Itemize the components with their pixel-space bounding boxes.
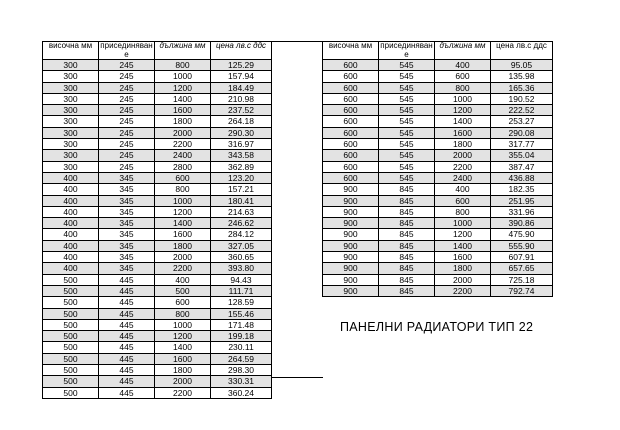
header-height: височна мм <box>323 42 379 60</box>
table-row <box>43 71 272 82</box>
cell-price: 222.52 <box>491 105 553 116</box>
cell-connection: 445 <box>99 387 155 398</box>
table-row <box>323 195 553 206</box>
cell-connection: 845 <box>379 252 435 263</box>
cell-price: 253.27 <box>491 116 553 127</box>
cell-length: 400 <box>435 184 491 195</box>
cell-length: 1800 <box>435 263 491 274</box>
table-row <box>43 139 272 150</box>
table-row <box>323 184 553 195</box>
cell-connection: 445 <box>99 285 155 296</box>
cell-height: 300 <box>43 105 99 116</box>
cell-price: 657.65 <box>491 263 553 274</box>
cell-connection: 545 <box>379 116 435 127</box>
cell-price: 190.52 <box>491 93 553 104</box>
cell-price: 184.49 <box>211 82 272 93</box>
cell-length: 600 <box>155 297 211 308</box>
table-row <box>43 297 272 308</box>
cell-connection: 845 <box>379 206 435 217</box>
cell-connection: 245 <box>99 60 155 71</box>
cell-height: 300 <box>43 161 99 172</box>
cell-height: 600 <box>323 116 379 127</box>
header-length: дължина мм <box>155 42 211 60</box>
cell-price: 343.58 <box>211 150 272 161</box>
cell-height: 500 <box>43 365 99 376</box>
cell-length: 1000 <box>155 319 211 330</box>
cell-connection: 345 <box>99 195 155 206</box>
cell-height: 600 <box>323 172 379 183</box>
cell-height: 400 <box>43 206 99 217</box>
cell-price: 360.65 <box>211 252 272 263</box>
cell-length: 1800 <box>435 139 491 150</box>
cell-price: 264.18 <box>211 116 272 127</box>
cell-height: 600 <box>323 139 379 150</box>
cell-length: 800 <box>155 60 211 71</box>
cell-price: 199.18 <box>211 331 272 342</box>
cell-height: 500 <box>43 353 99 364</box>
cell-connection: 545 <box>379 127 435 138</box>
cell-connection: 245 <box>99 139 155 150</box>
table-row <box>43 376 272 387</box>
cell-length: 800 <box>155 308 211 319</box>
cell-price: 237.52 <box>211 105 272 116</box>
cell-length: 2200 <box>435 285 491 296</box>
cell-height: 400 <box>43 195 99 206</box>
cell-length: 1600 <box>155 105 211 116</box>
cell-height: 400 <box>43 172 99 183</box>
table-row <box>323 105 553 116</box>
cell-connection: 545 <box>379 82 435 93</box>
cell-price: 165.36 <box>491 82 553 93</box>
cell-length: 2400 <box>155 150 211 161</box>
cell-height: 300 <box>43 150 99 161</box>
cell-connection: 845 <box>379 240 435 251</box>
table-header-row <box>323 42 553 60</box>
table-row <box>43 127 272 138</box>
table-row <box>43 60 272 71</box>
cell-price: 475.90 <box>491 229 553 240</box>
cell-price: 95.05 <box>491 60 553 71</box>
price-table-left <box>42 41 272 399</box>
cell-price: 792.74 <box>491 285 553 296</box>
cell-length: 2800 <box>155 161 211 172</box>
table-body-right <box>323 60 553 297</box>
cell-price: 111.71 <box>211 285 272 296</box>
cell-price: 94.43 <box>211 274 272 285</box>
cell-height: 400 <box>43 252 99 263</box>
cell-connection: 345 <box>99 218 155 229</box>
cell-length: 2000 <box>435 150 491 161</box>
table-body-left <box>43 60 272 399</box>
table-row <box>323 139 553 150</box>
cell-height: 500 <box>43 308 99 319</box>
cell-connection: 445 <box>99 331 155 342</box>
cell-price: 387.47 <box>491 161 553 172</box>
cell-height: 900 <box>323 206 379 217</box>
cell-length: 1200 <box>435 229 491 240</box>
cell-connection: 545 <box>379 105 435 116</box>
cell-height: 600 <box>323 60 379 71</box>
header-connection: присединяван е <box>100 41 153 59</box>
cell-connection: 545 <box>379 71 435 82</box>
cell-connection: 545 <box>379 150 435 161</box>
table-row <box>43 342 272 353</box>
cell-connection: 845 <box>379 218 435 229</box>
table-row <box>43 331 272 342</box>
cell-length: 1600 <box>155 353 211 364</box>
bottom-extension-line <box>271 377 323 378</box>
cell-height: 400 <box>43 240 99 251</box>
table-row <box>43 263 272 274</box>
cell-height: 300 <box>43 139 99 150</box>
table-row <box>323 71 553 82</box>
table-row <box>43 195 272 206</box>
cell-price: 214.63 <box>211 206 272 217</box>
cell-price: 246.62 <box>211 218 272 229</box>
cell-connection: 445 <box>99 274 155 285</box>
cell-height: 300 <box>43 127 99 138</box>
cell-length: 1600 <box>155 229 211 240</box>
cell-price: 355.04 <box>491 150 553 161</box>
cell-length: 1200 <box>435 105 491 116</box>
cell-price: 155.46 <box>211 308 272 319</box>
cell-height: 300 <box>43 60 99 71</box>
cell-length: 1200 <box>155 331 211 342</box>
cell-connection: 245 <box>99 116 155 127</box>
cell-height: 900 <box>323 285 379 296</box>
cell-price: 607.91 <box>491 252 553 263</box>
cell-height: 400 <box>43 263 99 274</box>
cell-height: 500 <box>43 376 99 387</box>
cell-price: 180.41 <box>211 195 272 206</box>
cell-height: 600 <box>323 93 379 104</box>
cell-height: 500 <box>43 319 99 330</box>
cell-price: 123.20 <box>211 172 272 183</box>
table-header-row <box>43 42 272 60</box>
cell-price: 317.77 <box>491 139 553 150</box>
header-gap-divider <box>271 41 272 59</box>
header-height: височна мм <box>43 42 99 60</box>
table-row <box>323 161 553 172</box>
cell-height: 600 <box>323 150 379 161</box>
cell-price: 393.80 <box>211 263 272 274</box>
cell-connection: 345 <box>99 229 155 240</box>
cell-connection: 445 <box>99 319 155 330</box>
cell-connection: 445 <box>99 308 155 319</box>
cell-height: 900 <box>323 218 379 229</box>
cell-connection: 445 <box>99 353 155 364</box>
cell-connection: 445 <box>99 297 155 308</box>
cell-height: 900 <box>323 240 379 251</box>
table-row <box>43 150 272 161</box>
cell-price: 316.97 <box>211 139 272 150</box>
cell-connection: 345 <box>99 206 155 217</box>
cell-connection: 545 <box>379 139 435 150</box>
cell-connection: 445 <box>99 376 155 387</box>
cell-length: 2200 <box>155 139 211 150</box>
cell-price: 264.59 <box>211 353 272 364</box>
cell-price: 362.89 <box>211 161 272 172</box>
table-row <box>43 206 272 217</box>
cell-connection: 545 <box>379 60 435 71</box>
cell-height: 300 <box>43 93 99 104</box>
cell-length: 800 <box>155 184 211 195</box>
cell-length: 600 <box>435 71 491 82</box>
table-row <box>323 60 553 71</box>
cell-height: 400 <box>43 184 99 195</box>
price-table-right <box>322 41 553 297</box>
cell-connection: 545 <box>379 161 435 172</box>
table-row <box>43 308 272 319</box>
cell-height: 400 <box>43 218 99 229</box>
cell-connection: 345 <box>99 240 155 251</box>
cell-length: 400 <box>155 274 211 285</box>
table-row <box>43 285 272 296</box>
cell-price: 157.94 <box>211 71 272 82</box>
cell-connection: 245 <box>99 161 155 172</box>
cell-height: 500 <box>43 297 99 308</box>
table-row <box>323 172 553 183</box>
table-row <box>43 218 272 229</box>
cell-connection: 345 <box>99 172 155 183</box>
cell-length: 600 <box>435 195 491 206</box>
cell-height: 600 <box>323 105 379 116</box>
cell-length: 600 <box>155 172 211 183</box>
table-row <box>43 172 272 183</box>
cell-connection: 445 <box>99 342 155 353</box>
cell-price: 157.21 <box>211 184 272 195</box>
table-row <box>323 274 553 285</box>
header-connection: присединяван е <box>380 41 433 59</box>
cell-length: 1400 <box>435 240 491 251</box>
cell-price: 284.12 <box>211 229 272 240</box>
cell-length: 1400 <box>155 218 211 229</box>
cell-connection: 445 <box>99 365 155 376</box>
cell-price: 290.30 <box>211 127 272 138</box>
cell-length: 2200 <box>155 387 211 398</box>
cell-height: 900 <box>323 195 379 206</box>
cell-connection: 545 <box>379 172 435 183</box>
cell-connection: 245 <box>99 105 155 116</box>
cell-connection: 345 <box>99 252 155 263</box>
cell-connection: 545 <box>379 93 435 104</box>
cell-height: 300 <box>43 116 99 127</box>
header-price: цена лв.с ддс <box>491 42 553 60</box>
table-row <box>323 116 553 127</box>
cell-length: 400 <box>435 60 491 71</box>
header-length: дължина мм <box>435 42 491 60</box>
cell-length: 2000 <box>155 127 211 138</box>
cell-height: 600 <box>323 71 379 82</box>
table-row <box>43 353 272 364</box>
cell-price: 128.59 <box>211 297 272 308</box>
table-row <box>323 285 553 296</box>
cell-connection: 845 <box>379 195 435 206</box>
cell-height: 500 <box>43 387 99 398</box>
header-price: цена лв.с ддс <box>211 42 272 60</box>
cell-height: 500 <box>43 342 99 353</box>
table-row <box>43 240 272 251</box>
cell-height: 900 <box>323 252 379 263</box>
cell-length: 2200 <box>435 161 491 172</box>
cell-length: 1800 <box>155 365 211 376</box>
cell-connection: 845 <box>379 229 435 240</box>
cell-height: 500 <box>43 285 99 296</box>
table-row <box>43 105 272 116</box>
cell-price: 331.96 <box>491 206 553 217</box>
cell-price: 210.98 <box>211 93 272 104</box>
cell-connection: 245 <box>99 150 155 161</box>
cell-length: 1000 <box>155 195 211 206</box>
table-row <box>323 263 553 274</box>
cell-price: 182.35 <box>491 184 553 195</box>
cell-price: 436.88 <box>491 172 553 183</box>
cell-height: 600 <box>323 161 379 172</box>
cell-length: 1400 <box>155 93 211 104</box>
cell-length: 1000 <box>435 218 491 229</box>
cell-price: 230.11 <box>211 342 272 353</box>
cell-length: 1600 <box>435 252 491 263</box>
table-row <box>323 252 553 263</box>
cell-height: 600 <box>323 127 379 138</box>
table-row <box>323 93 553 104</box>
table-row <box>43 274 272 285</box>
cell-connection: 245 <box>99 82 155 93</box>
cell-height: 900 <box>323 274 379 285</box>
cell-price: 390.86 <box>491 218 553 229</box>
cell-length: 1400 <box>155 342 211 353</box>
table-row <box>323 240 553 251</box>
cell-connection: 245 <box>99 93 155 104</box>
cell-connection: 845 <box>379 274 435 285</box>
table-row <box>323 82 553 93</box>
table-row <box>43 319 272 330</box>
cell-height: 900 <box>323 229 379 240</box>
cell-height: 900 <box>323 184 379 195</box>
cell-connection: 245 <box>99 71 155 82</box>
cell-length: 1800 <box>155 116 211 127</box>
cell-price: 171.48 <box>211 319 272 330</box>
table-row <box>43 82 272 93</box>
table-row <box>43 365 272 376</box>
cell-length: 1000 <box>155 71 211 82</box>
table-row <box>323 150 553 161</box>
table-row <box>323 229 553 240</box>
cell-price: 135.98 <box>491 71 553 82</box>
cell-height: 500 <box>43 274 99 285</box>
cell-price: 327.05 <box>211 240 272 251</box>
cell-length: 800 <box>435 82 491 93</box>
cell-connection: 845 <box>379 285 435 296</box>
cell-length: 2200 <box>155 263 211 274</box>
cell-connection: 245 <box>99 127 155 138</box>
header-top-gap-line <box>271 41 322 42</box>
table-row <box>323 218 553 229</box>
cell-connection: 345 <box>99 263 155 274</box>
cell-length: 1400 <box>435 116 491 127</box>
table-row <box>43 387 272 398</box>
cell-connection: 345 <box>99 184 155 195</box>
cell-height: 600 <box>323 82 379 93</box>
cell-height: 400 <box>43 229 99 240</box>
table-row <box>43 93 272 104</box>
table-row <box>43 184 272 195</box>
cell-length: 1200 <box>155 82 211 93</box>
cell-price: 125.29 <box>211 60 272 71</box>
table-row <box>323 127 553 138</box>
cell-length: 2400 <box>435 172 491 183</box>
cell-length: 500 <box>155 285 211 296</box>
cell-connection: 845 <box>379 263 435 274</box>
cell-length: 1800 <box>155 240 211 251</box>
cell-length: 1000 <box>435 93 491 104</box>
cell-height: 900 <box>323 263 379 274</box>
table-row <box>43 229 272 240</box>
cell-length: 1600 <box>435 127 491 138</box>
cell-height: 500 <box>43 331 99 342</box>
cell-price: 251.95 <box>491 195 553 206</box>
cell-price: 555.90 <box>491 240 553 251</box>
cell-length: 2000 <box>155 252 211 263</box>
table-row <box>43 161 272 172</box>
cell-connection: 845 <box>379 184 435 195</box>
cell-price: 360.24 <box>211 387 272 398</box>
table-row <box>43 252 272 263</box>
cell-price: 298.30 <box>211 365 272 376</box>
cell-price: 290.08 <box>491 127 553 138</box>
cell-length: 800 <box>435 206 491 217</box>
table-row <box>43 116 272 127</box>
cell-length: 2000 <box>435 274 491 285</box>
cell-price: 725.18 <box>491 274 553 285</box>
cell-price: 330.31 <box>211 376 272 387</box>
cell-length: 1200 <box>155 206 211 217</box>
document-caption: ПАНЕЛНИ РАДИАТОРИ ТИП 22 <box>340 320 534 334</box>
table-row <box>323 206 553 217</box>
cell-height: 300 <box>43 82 99 93</box>
cell-length: 2000 <box>155 376 211 387</box>
cell-height: 300 <box>43 71 99 82</box>
